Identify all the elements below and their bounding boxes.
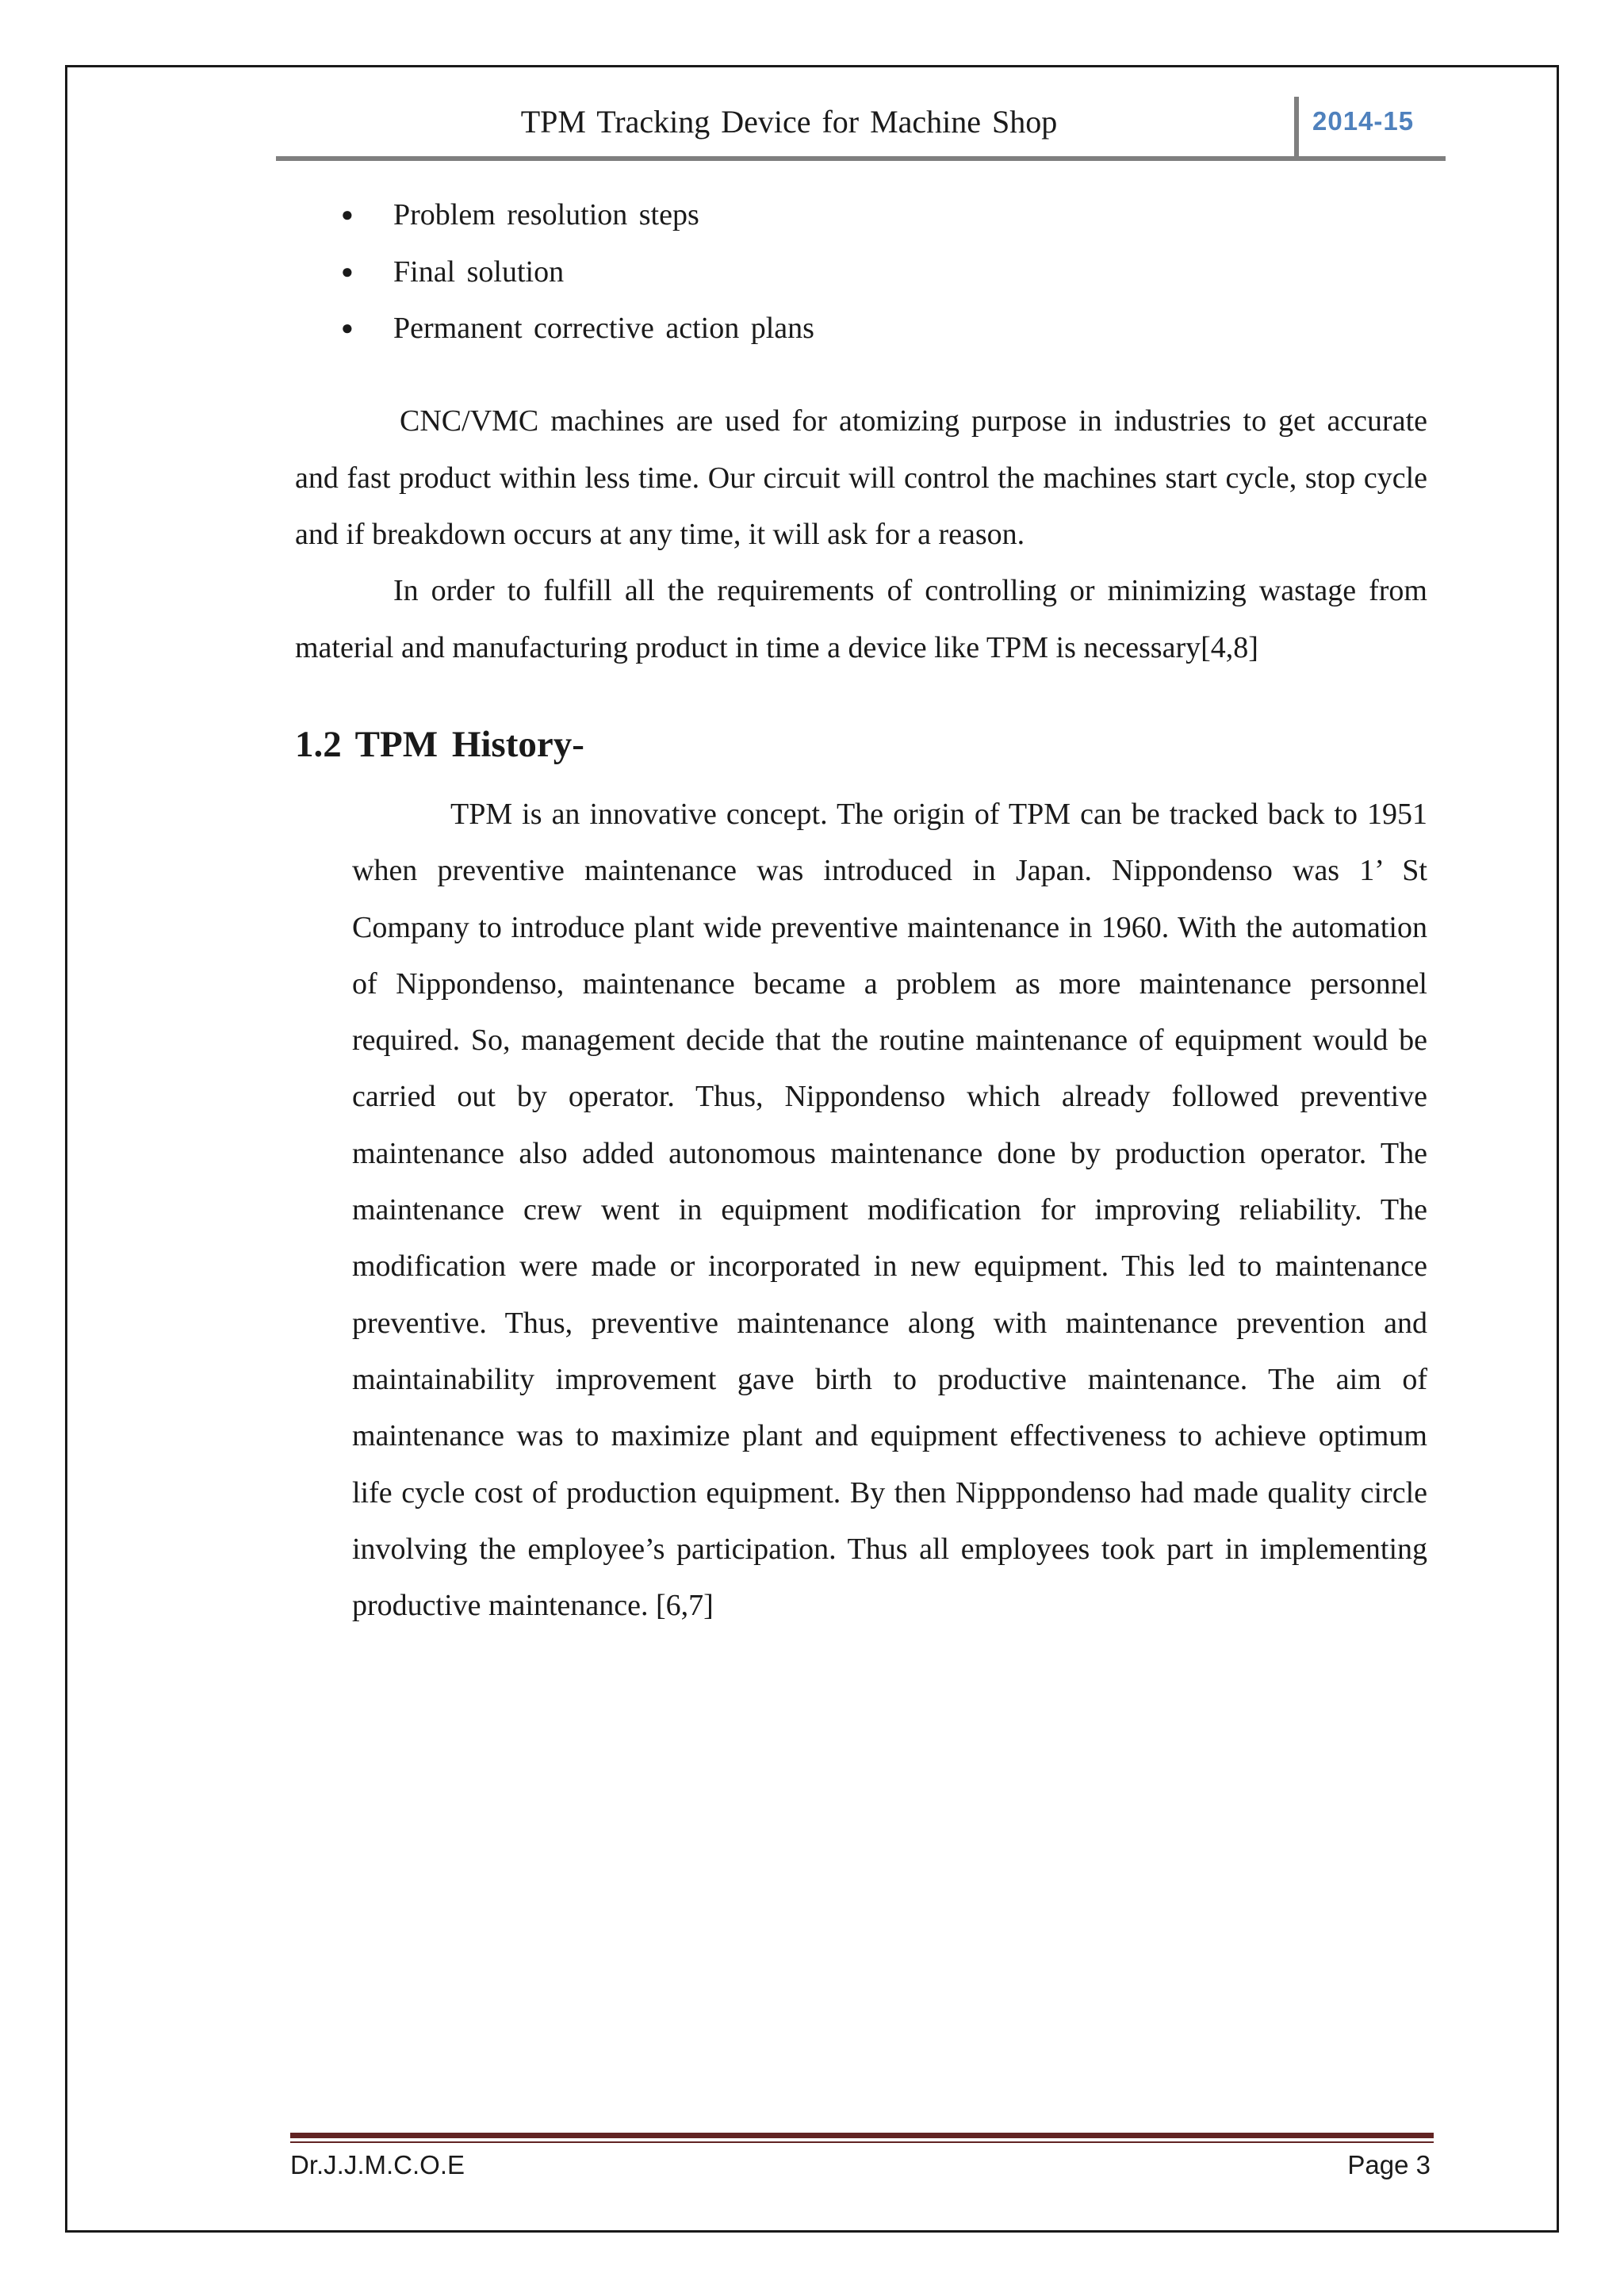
page-number: Page 3 (1347, 2150, 1431, 2179)
list-item-text: Problem resolution steps (393, 198, 699, 232)
footer-rule (290, 2133, 1434, 2138)
list-item (341, 250, 814, 307)
list-item-text: Permanent corrective action plans (393, 312, 814, 345)
section-heading: 1.2 TPM History- (295, 724, 584, 765)
bullet-icon: ● (341, 316, 354, 339)
footer-rule-thin (290, 2141, 1434, 2143)
header-divider (1294, 97, 1299, 159)
bullet-list (341, 193, 814, 363)
header-rule (276, 156, 1446, 161)
list-item (341, 306, 814, 363)
list-item-text: Final solution (393, 254, 565, 289)
bullet-icon: ● (341, 259, 354, 283)
list-item (341, 193, 814, 250)
paragraph-requirements: In order to fulfill all the requirements of controlling or minimizing wastage from material and manufacturing product in time a device like TPM is necessary[4,8] (295, 574, 1427, 664)
footer-institution: Dr.J.J.M.C.O.E (290, 2150, 465, 2179)
bullet-icon: ● (341, 203, 354, 226)
header-title: TPM Tracking Device for Machine Shop (520, 104, 1058, 140)
section-body: TPM is an innovative concept. The origin of TPM can be tracked back to 1951 when preventive maintenance was introduced in Japan. Nippondenso was 1’ St Company to introduce plant wide preventive maintenance in 1960. With the automation of Nippondenso, maintenance became a problem as more maintenance personnel required. So, management decide that the routine maintenance of equipment would be carried out by operator. Thus, Nippondenso which already followed preventive maintenance also added autonomous maintenance done by production operator. The maintenance crew went in equipment modification for improving reliability. The modification were made or incorporated in new equipment. This led to maintenance preventive. Thus, preventive maintenance along with maintenance prevention and maintainability improvement gave birth to productive maintenance. The aim of maintenance was to maximize plant and equipment effectiveness to achieve optimum life cycle cost of production equipment. By then Nipppondenso had made quality circle involving the employee’s participation. Thus all employees took part in implementing productive maintenance. [6,7] (352, 798, 1427, 1623)
header-year: 2014-15 (1312, 106, 1415, 136)
paragraph-cnc-vmc: CNC/VMC machines are used for atomizing purpose in industries to get accurate and fast product within less time. Our circuit will control the machines start cycle, stop cycle and if breakdown occurs at any time, it will ask for a reason. (295, 404, 1427, 551)
